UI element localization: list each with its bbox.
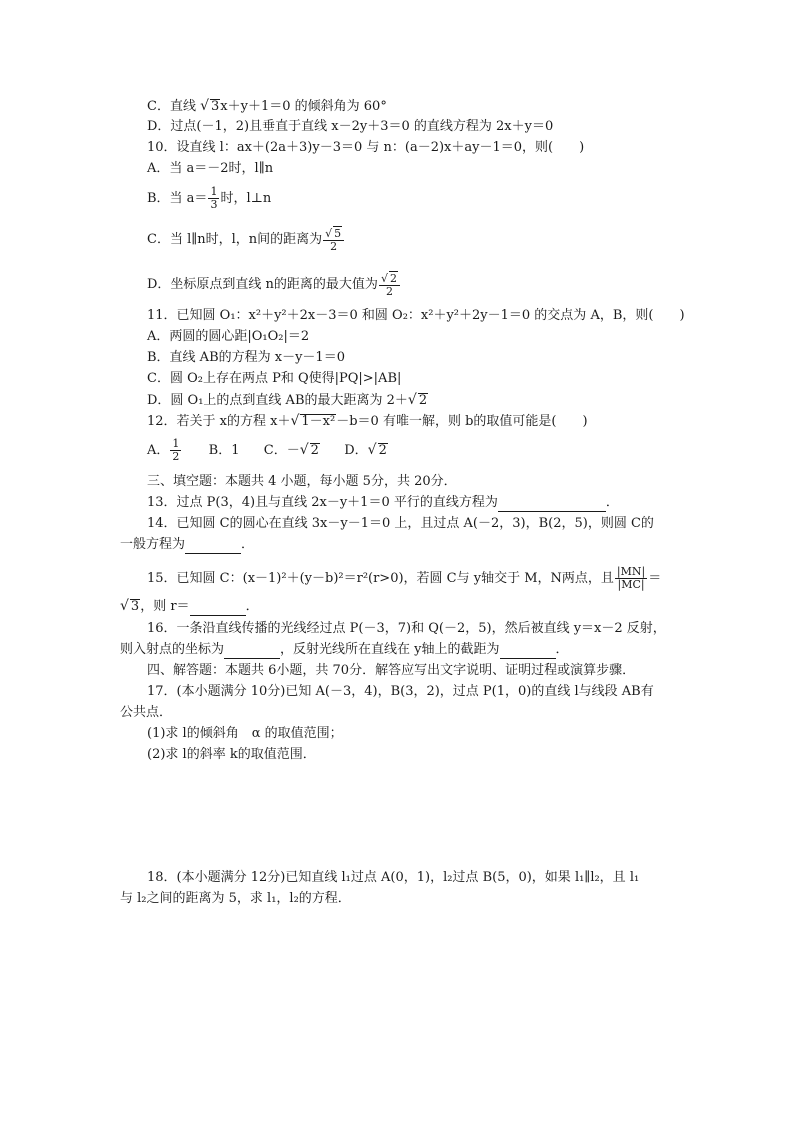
q12-option-c: C．－√ 2 <box>263 442 319 458</box>
section-3-heading: 三、填空题：本题共 4 小题，每小题 5分，共 20分． <box>147 474 457 489</box>
q13: 13．过点 P(3，4)且与直线 2x－y＋1＝0 平行的直线方程为 ． <box>147 495 619 510</box>
q16-answer-blank-1 <box>224 645 280 659</box>
q9-option-d: D．过点(－1，2)且垂直于直线 x－2y＋3＝0 的直线方程为 2x＋y＝0 <box>147 119 554 134</box>
q17-line1: 17．(本小题满分 10分)已知 A(－3，4)，B(3，2)，过点 P(1，0)的直线 l与线段 AB有 <box>147 684 654 699</box>
q13-answer-blank <box>498 498 606 512</box>
q17-line2: 公共点． <box>120 705 173 720</box>
q15-line1: 15．已知圆 C：(x－1)²＋(y－b)²＝r²(r>0)，若圆 C与 y轴交于 M，N两点，且 $\frac{|MN|}{|MC|}$ ＝ <box>147 565 662 591</box>
q10-option-d: D．坐标原点到直线 n的距离的最大值为 $\frac{√ 2}{2}$ <box>147 271 401 298</box>
q11-option-c: C．圆 O₂上存在两点 P和 Q使得|PQ|>|AB| <box>147 371 402 386</box>
q16-line2: 则入射点的坐标为 ，反射光线所在直线在 y轴上的截距为 ． <box>120 642 569 657</box>
q11-option-a: A．两圆的圆心距|O₁O₂|＝2 <box>147 329 310 344</box>
section-4-heading: 四、解答题：本题共 6小题，共 70分．解答应写出文字说明、证明过程或演算步骤． <box>147 663 636 678</box>
q15-line2: √ 3，则 r＝ ． <box>120 598 259 614</box>
q10-stem: 10．设直线 l：ax＋(2a＋3)y－3＝0 与 n：(a－2)x＋ay－1＝0，则( ) <box>147 140 585 155</box>
q18-line1: 18．(本小题满分 12分)已知直线 l₁过点 A(0，1)，l₂过点 B(5，0)，如果 l₁∥l₂，且 l₁ <box>147 870 640 885</box>
q16-answer-blank-2 <box>500 645 556 659</box>
q14-line1: 14．已知圆 C的圆心在直线 3x－y－1＝0 上，且过点 A(－2，3)，B(2，5)，则圆 C的 <box>147 516 654 531</box>
q11-stem: 11．已知圆 O₁：x²＋y²＋2x－3＝0 和圆 O₂：x²＋y²＋2y－1＝0 的交点为 A，B，则( ) <box>147 308 685 323</box>
q17-part1: (1)求 l的倾斜角 α 的取值范围； <box>147 726 343 741</box>
q9-option-c: C．直线 √ 3x＋y＋1＝0 的倾斜角为 60° <box>147 98 387 114</box>
q11-option-d: D．圆 O₁上的点到直线 AB的最大距离为 2＋√ 2 <box>147 392 428 408</box>
q10-option-b: B．当 a＝ $\frac{1}{3}$ 时，l⊥n <box>147 185 272 211</box>
q18-line2: 与 l₂之间的距离为 5，求 l₁，l₂的方程． <box>120 891 351 906</box>
q12-options <box>147 438 388 463</box>
q14-answer-blank <box>185 540 241 554</box>
q10-option-a: A．当 a＝－2时，l∥n <box>147 161 274 176</box>
q12-option-a: A． $\frac{1}{2}$ <box>147 437 180 463</box>
q12-option-b: B．1 <box>208 443 240 458</box>
q16-line1: 16．一条沿直线传播的光线经过点 P(－3，7)和 Q(－2，5)，然后被直线 y＝x－2 反射， <box>147 621 666 636</box>
q12-stem: 12．若关于 x的方程 x＋√ 1－x²－b＝0 有唯一解，则 b的取值可能是( ) <box>147 413 588 429</box>
q10-option-c: C．当 l∥n时，l，n间的距离为 $\frac{√ 5}{2}$ <box>147 226 345 253</box>
q17-part2: (2)求 l的斜率 k的取值范围． <box>147 747 316 762</box>
q12-option-d: D．√ 2 <box>344 442 387 458</box>
q15-answer-blank <box>190 602 246 616</box>
q14-line2: 一般方程为 ． <box>120 537 255 552</box>
q11-option-b: B．直线 AB的方程为 x－y－1＝0 <box>147 350 345 365</box>
